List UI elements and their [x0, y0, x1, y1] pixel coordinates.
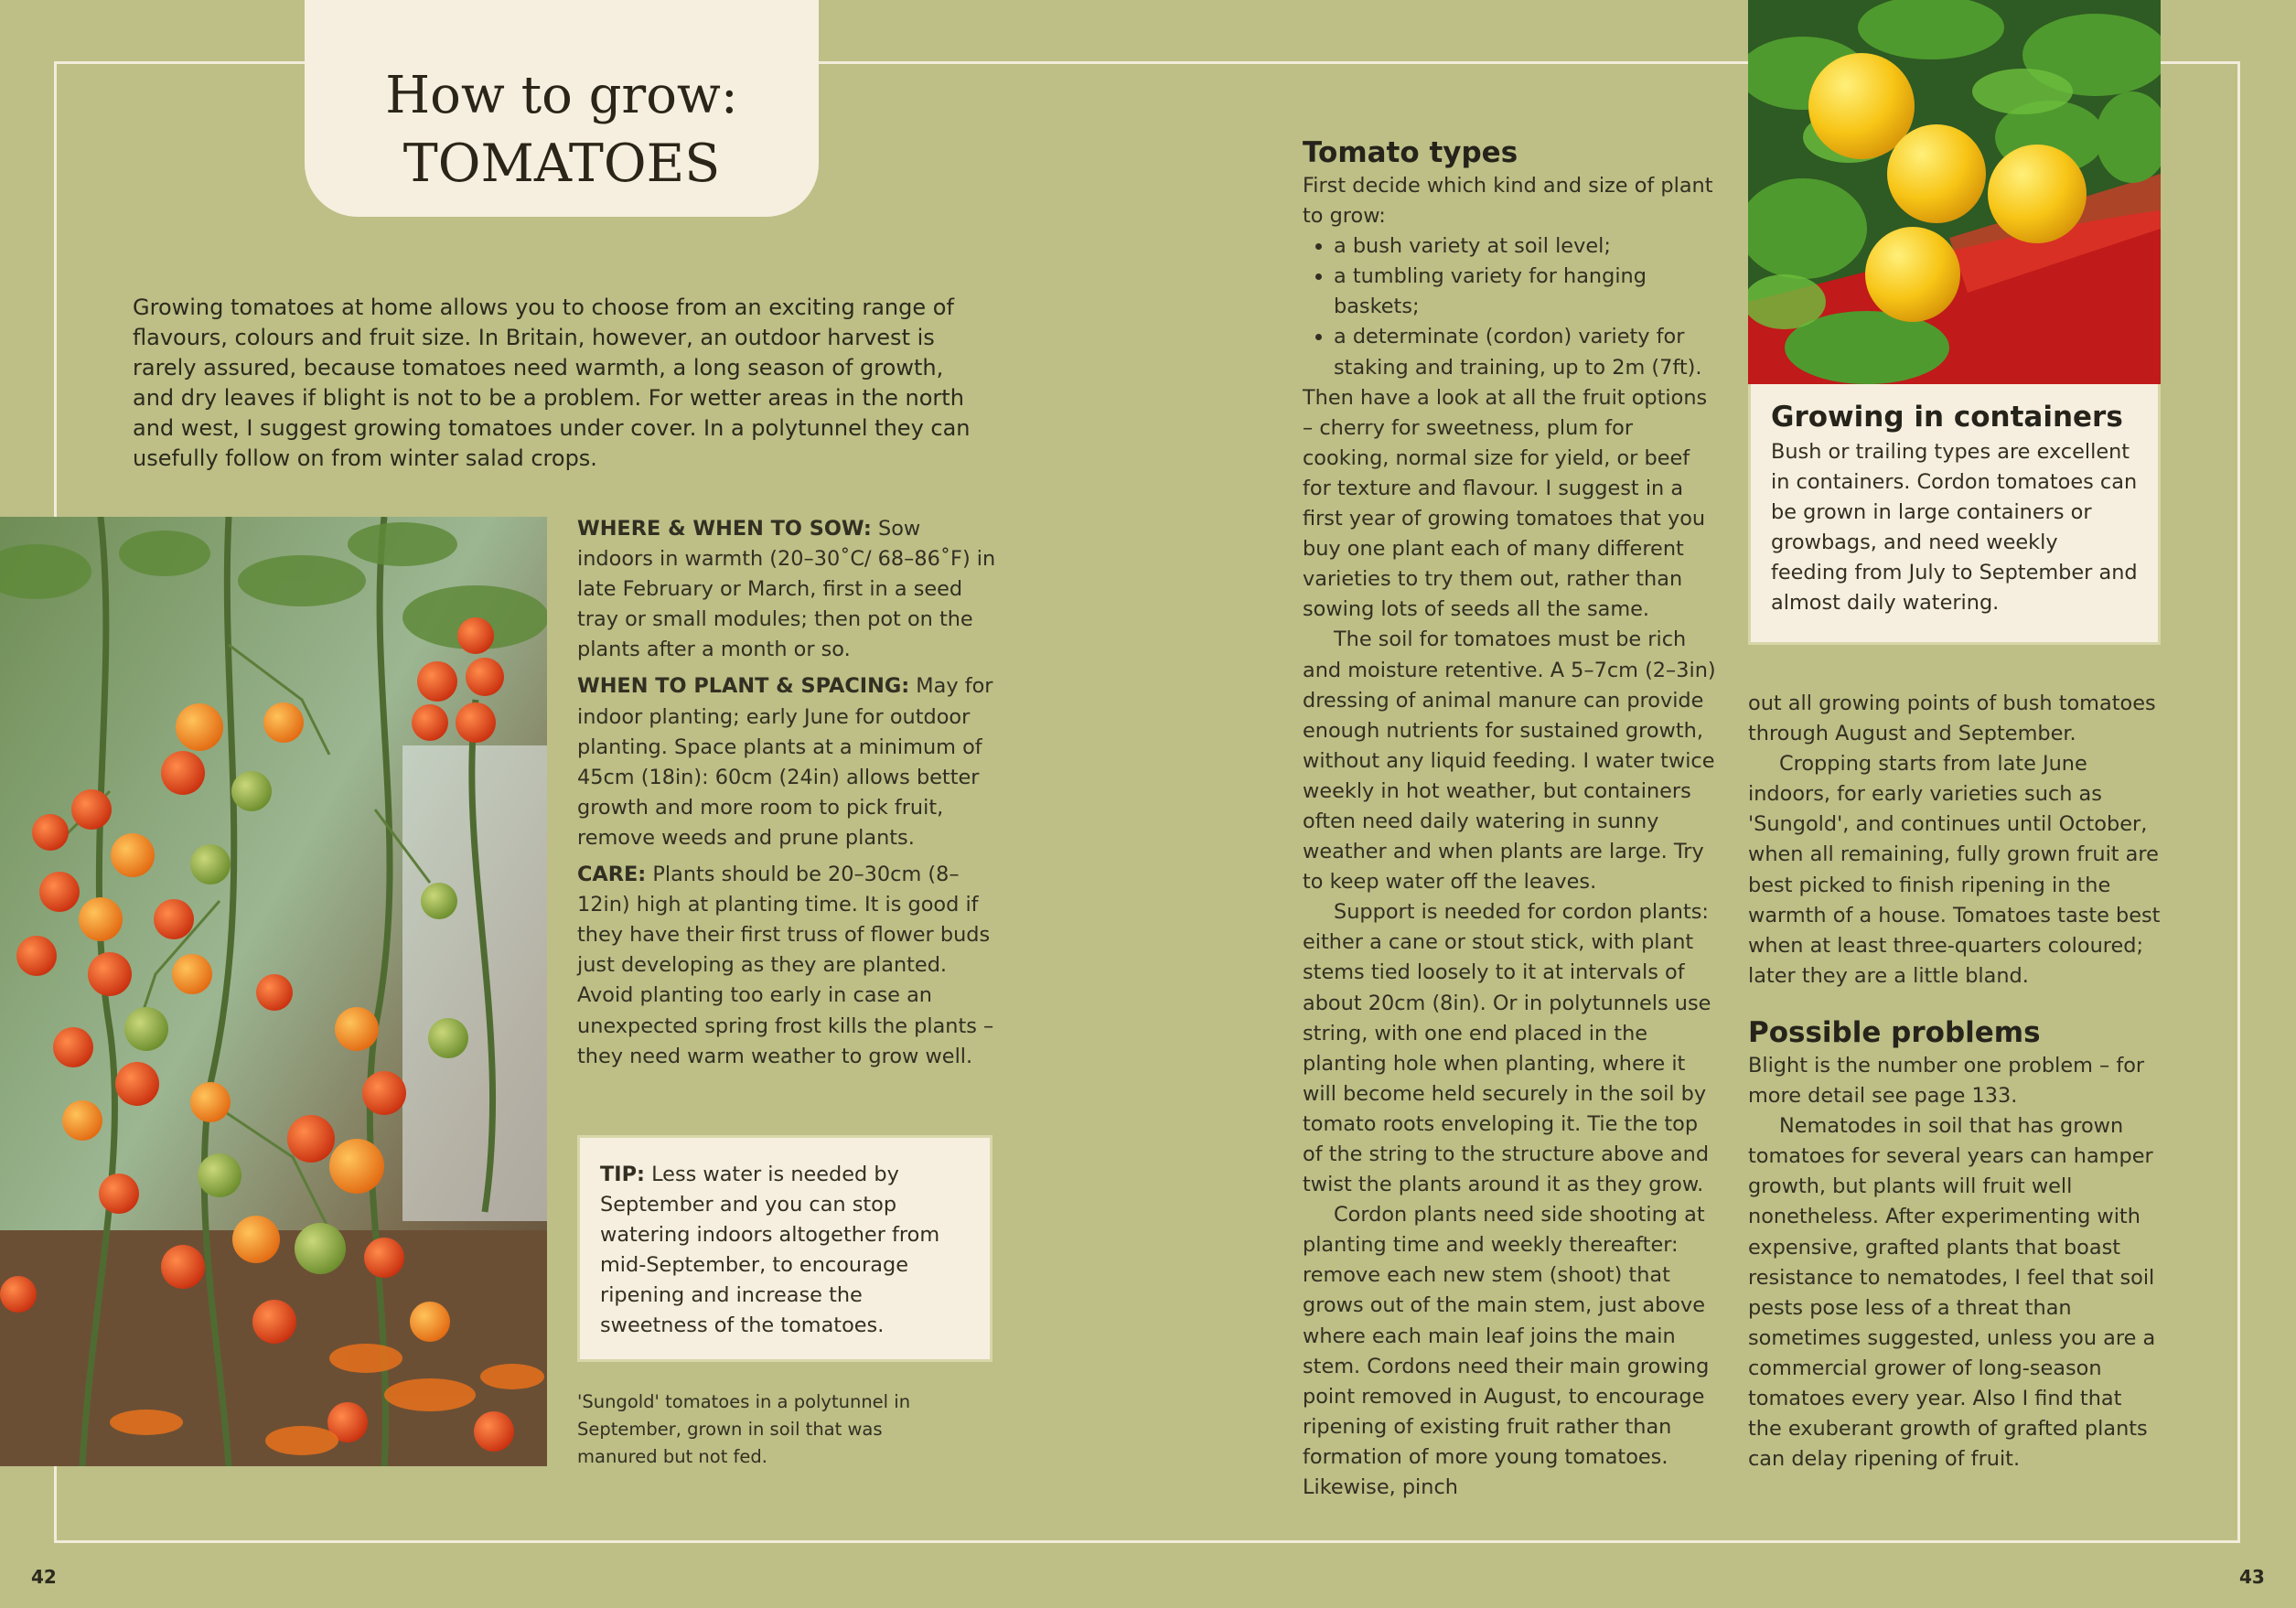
problems-paragraph-1: Blight is the number one problem – for more detail see page 133. — [1748, 1053, 2145, 1109]
care-label: CARE: — [577, 863, 647, 887]
page-number-right: 43 — [2239, 1566, 2265, 1588]
tip-text: Less water is needed by September and you can stop watering indoors altogether from mid-September, to encourage ripening and increase the sweetness of the tomatoes. — [600, 1163, 940, 1338]
problems-heading: Possible problems — [1748, 1015, 2041, 1049]
fruit-options-paragraph: Then have a look at all the fruit options – cherry for sweetness, plum for cooking, normal size for yield, or beef for texture and flavour. I suggest in a first year of growing tomatoes that you buy one plant each of many different varieties to try them out, rather than sowing lots of seeds all the same. — [1303, 385, 1708, 622]
tomato-types-column — [1303, 134, 1716, 1503]
list-item: • a tumbling variety for hanging baskets; — [1334, 262, 1716, 322]
sow-label: WHERE & WHEN TO SOW: — [577, 517, 872, 541]
growing-guide-column — [577, 514, 998, 1078]
yellow-tomatoes-photo — [1748, 0, 2161, 384]
list-item: • a determinate (cordon) variety for staking and training, up to 2m (7ft). — [1334, 322, 1716, 382]
tip-label: TIP: — [600, 1163, 645, 1186]
tomato-types-lead: First decide which kind and size of plant to grow: — [1303, 174, 1713, 229]
care-text: Plants should be 20–30cm (8–12in) high at planting time. It is good if they have their first truss of flower buds just developing as they are planted. Avoid planting too early in case an unexpected spring frost kills the plants – they need warm weather to grow well. — [577, 863, 994, 1068]
plant-label: WHEN TO PLANT & SPACING: — [577, 674, 910, 699]
support-paragraph: Support is needed for cordon plants: either a cane or stout stick, with plant stems tied loosely to it at intervals of about 20cm (8in). Or in polytunnels use string, with one end placed in the planting hole when planting, where it will become held securely in the soil by tomato roots enveloping it. Tie the top of the string to the structure above and twist the plants around it as they grow. — [1303, 900, 1711, 1197]
containers-text: Bush or trailing types are excellent in containers. Cordon tomatoes can be grown in large containers or growbags, and need weekly feeding from July to September and almost daily watering. — [1771, 440, 2138, 616]
plant-section — [577, 671, 998, 853]
containers-heading: Growing in containers — [1771, 401, 2123, 434]
page-title-line2: TOMATOES — [402, 134, 721, 194]
tip-box — [577, 1135, 992, 1362]
intro-paragraph: Growing tomatoes at home allows you to choose from an exciting range of flavours, colours and fruit size. In Britain, however, an outdoor harvest is rarely assured, because tomatoes need warmth, a long season of growth, and dry leaves if blight is not to be a problem. For wetter areas in the north and west, I suggest growing tomatoes under cover. In a polytunnel they can usefully follow on from winter salad crops. — [133, 295, 971, 471]
title-box — [305, 0, 819, 217]
continued-paragraph-1: out all growing points of bush tomatoes through August and September. — [1748, 691, 2156, 746]
cordon-paragraph: Cordon plants need side shooting at planting time and weekly thereafter: remove each new stem (shoot) that grows out of the main stem, just above where each main leaf joins the main stem. Cordons need their main growing point removed in August, to encourage ripening of existing fruit rather than formation of more young tomatoes. Likewise, pinch — [1303, 1203, 1710, 1500]
list-item: • a bush variety at soil level; — [1334, 231, 1716, 262]
tomato-types-heading: Tomato types — [1303, 136, 1518, 169]
problems-paragraph-2: Nematodes in soil that has grown tomatoes for several years can hamper growth, but plants will fruit well nonetheless. After experimenting with expensive, grafted plants that boast resistance to nematodes, I feel that soil pests pose less of a threat than sometimes suggested, unless you are a commercial grower of long-season tomatoes every year. Also I find that the exuberant growth of grafted plants can delay ripening of fruit. — [1748, 1114, 2156, 1472]
plant-text: May for indoor planting; early June for outdoor planting. Space plants at a minimum of 45cm (18in): 60cm (24in) allows better growth and more room to pick fruit, remove weeds and prune plants. — [577, 674, 993, 850]
photo-caption: 'Sungold' tomatoes in a polytunnel in September, grown in soil that was manured but not fed. — [577, 1391, 911, 1467]
sow-section — [577, 514, 998, 665]
page-title-line1: How to grow: — [385, 66, 738, 125]
tomato-plants-photo — [0, 517, 547, 1466]
containers-box — [1748, 384, 2161, 645]
page-number-left: 42 — [31, 1566, 57, 1588]
tomato-types-list — [1303, 231, 1716, 382]
continued-paragraph-2: Cropping starts from late June indoors, for early varieties such as 'Sungold', and continues until October, when all remaining, fully grown fruit are best picked to finish ripening in the warmth of a house. Tomatoes taste best when at least three-quarters coloured; later they are a little bland. — [1748, 752, 2161, 988]
care-section — [577, 860, 998, 1072]
soil-paragraph: The soil for tomatoes must be rich and moisture retentive. A 5–7cm (2–3in) dressing of animal manure can provide enough nutrients for sustained growth, without any liquid feeding. I water twice weekly in hot weather, but containers often need daily watering in sunny weather and when plants are large. Try to keep water off the leaves. — [1303, 627, 1716, 895]
continued-column — [1748, 689, 2162, 1474]
sow-text: Sow indoors in warmth (20–30˚C/ 68–86˚F) in late February or March, first in a seed tray or small modules; then pot on the plants after a month or so. — [577, 517, 996, 662]
